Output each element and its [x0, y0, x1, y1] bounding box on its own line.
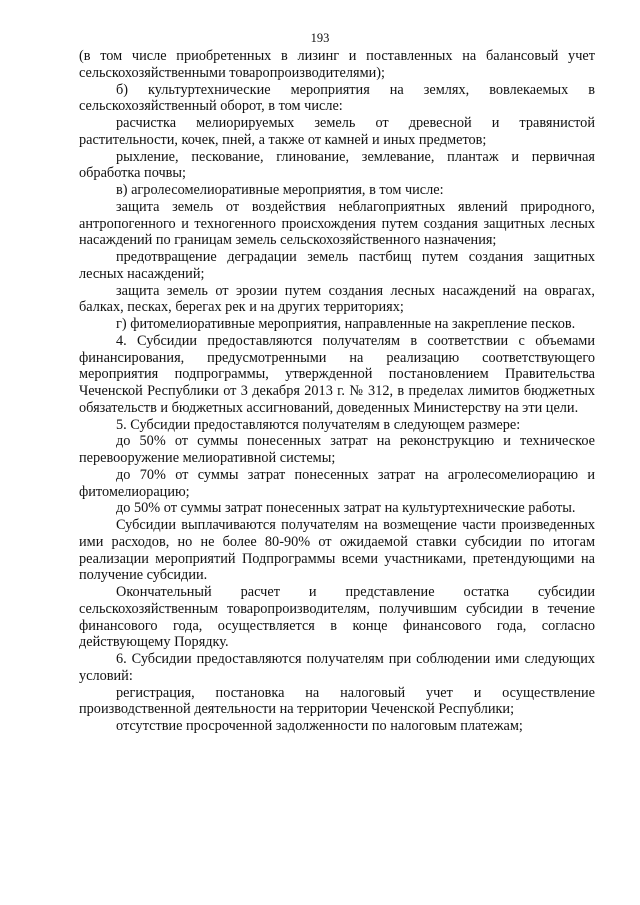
page-number: 193: [310, 31, 330, 45]
paragraph: 4. Субсидии предоставляются получателям в соответствии с объемами финансирования, предусмотренными на реализацию соответствующего мероприятия подпрограммы, утвержденной постановлением Правительства Чеченской Республики от 3 декабря 2013 г. № 312, в пределах лимитов бюджетных обязательств и бюджетных ассигнований, доведенных Министерству на эти цели.: [79, 332, 595, 416]
paragraph: г) фитомелиоративные мероприятия, направленные на закрепление песков.: [116, 316, 576, 332]
paragraph: (в том числе приобретенных в лизинг и поставленных на балансовый учет сельскохозяйственными товаропроизводителями);: [79, 48, 595, 81]
paragraph: расчистка мелиорируемых земель от древесной и травянистой растительности, кочек, пней, а также от камней и иных предметов;: [79, 115, 595, 148]
paragraph: до 50% от суммы понесенных затрат на реконструкцию и техническое перевооружение мелиоративной системы;: [79, 433, 595, 466]
paragraph: 6. Субсидии предоставляются получателям при соблюдении ими следующих условий:: [79, 651, 595, 684]
paragraph: Окончательный расчет и представление остатка субсидии сельскохозяйственным товаропроизводителям, получившим субсидии в течение финансового года, осуществляется в конце финансового года, согласно действующему Порядку.: [79, 584, 595, 651]
paragraph: защита земель от воздействия неблагоприятных явлений природного, антропогенного и техногенного происхождения путем создания защитных лесных насаждений по границам земель сельскохозяйственного назначения;: [79, 198, 595, 249]
paragraph: б) культуртехнические мероприятия на землях, вовлекаемых в сельскохозяйственный оборот, в том числе:: [79, 81, 595, 115]
paragraph: защита земель от эрозии путем создания лесных насаждений на оврагах, балках, песках, берегах рек и на других территориях;: [79, 282, 595, 316]
paragraph: регистрация, постановка на налоговый учет и осуществление производственной деятельности на территории Чеченской Республики;: [79, 684, 595, 718]
paragraph: Субсидии выплачиваются получателям на возмещение части произведенных ими расходов, но не более 80-90% от ожидаемой ставки субсидии по итогам реализации мероприятий Подпрограммы всеми участниками, претендующими на получение субсидии.: [79, 517, 595, 584]
paragraph: до 70% от суммы затрат понесенных затрат на агролесомелиорацию и фитомелиорацию;: [79, 466, 595, 500]
paragraph: предотвращение деградации земель пастбищ путем создания защитных лесных насаждений;: [79, 249, 595, 282]
paragraph: 5. Субсидии предоставляются получателям в следующем размере:: [116, 416, 521, 433]
paragraph: рыхление, пескование, глинование, землевание, плантаж и первичная обработка почвы;: [79, 148, 595, 182]
paragraph: отсутствие просроченной задолженности по налоговым платежам;: [116, 718, 523, 734]
document-body: [79, 48, 595, 735]
paragraph: до 50% от суммы затрат понесенных затрат на культуртехнические работы.: [116, 500, 576, 517]
paragraph: в) агролесомелиоративные мероприятия, в том числе:: [116, 182, 444, 198]
